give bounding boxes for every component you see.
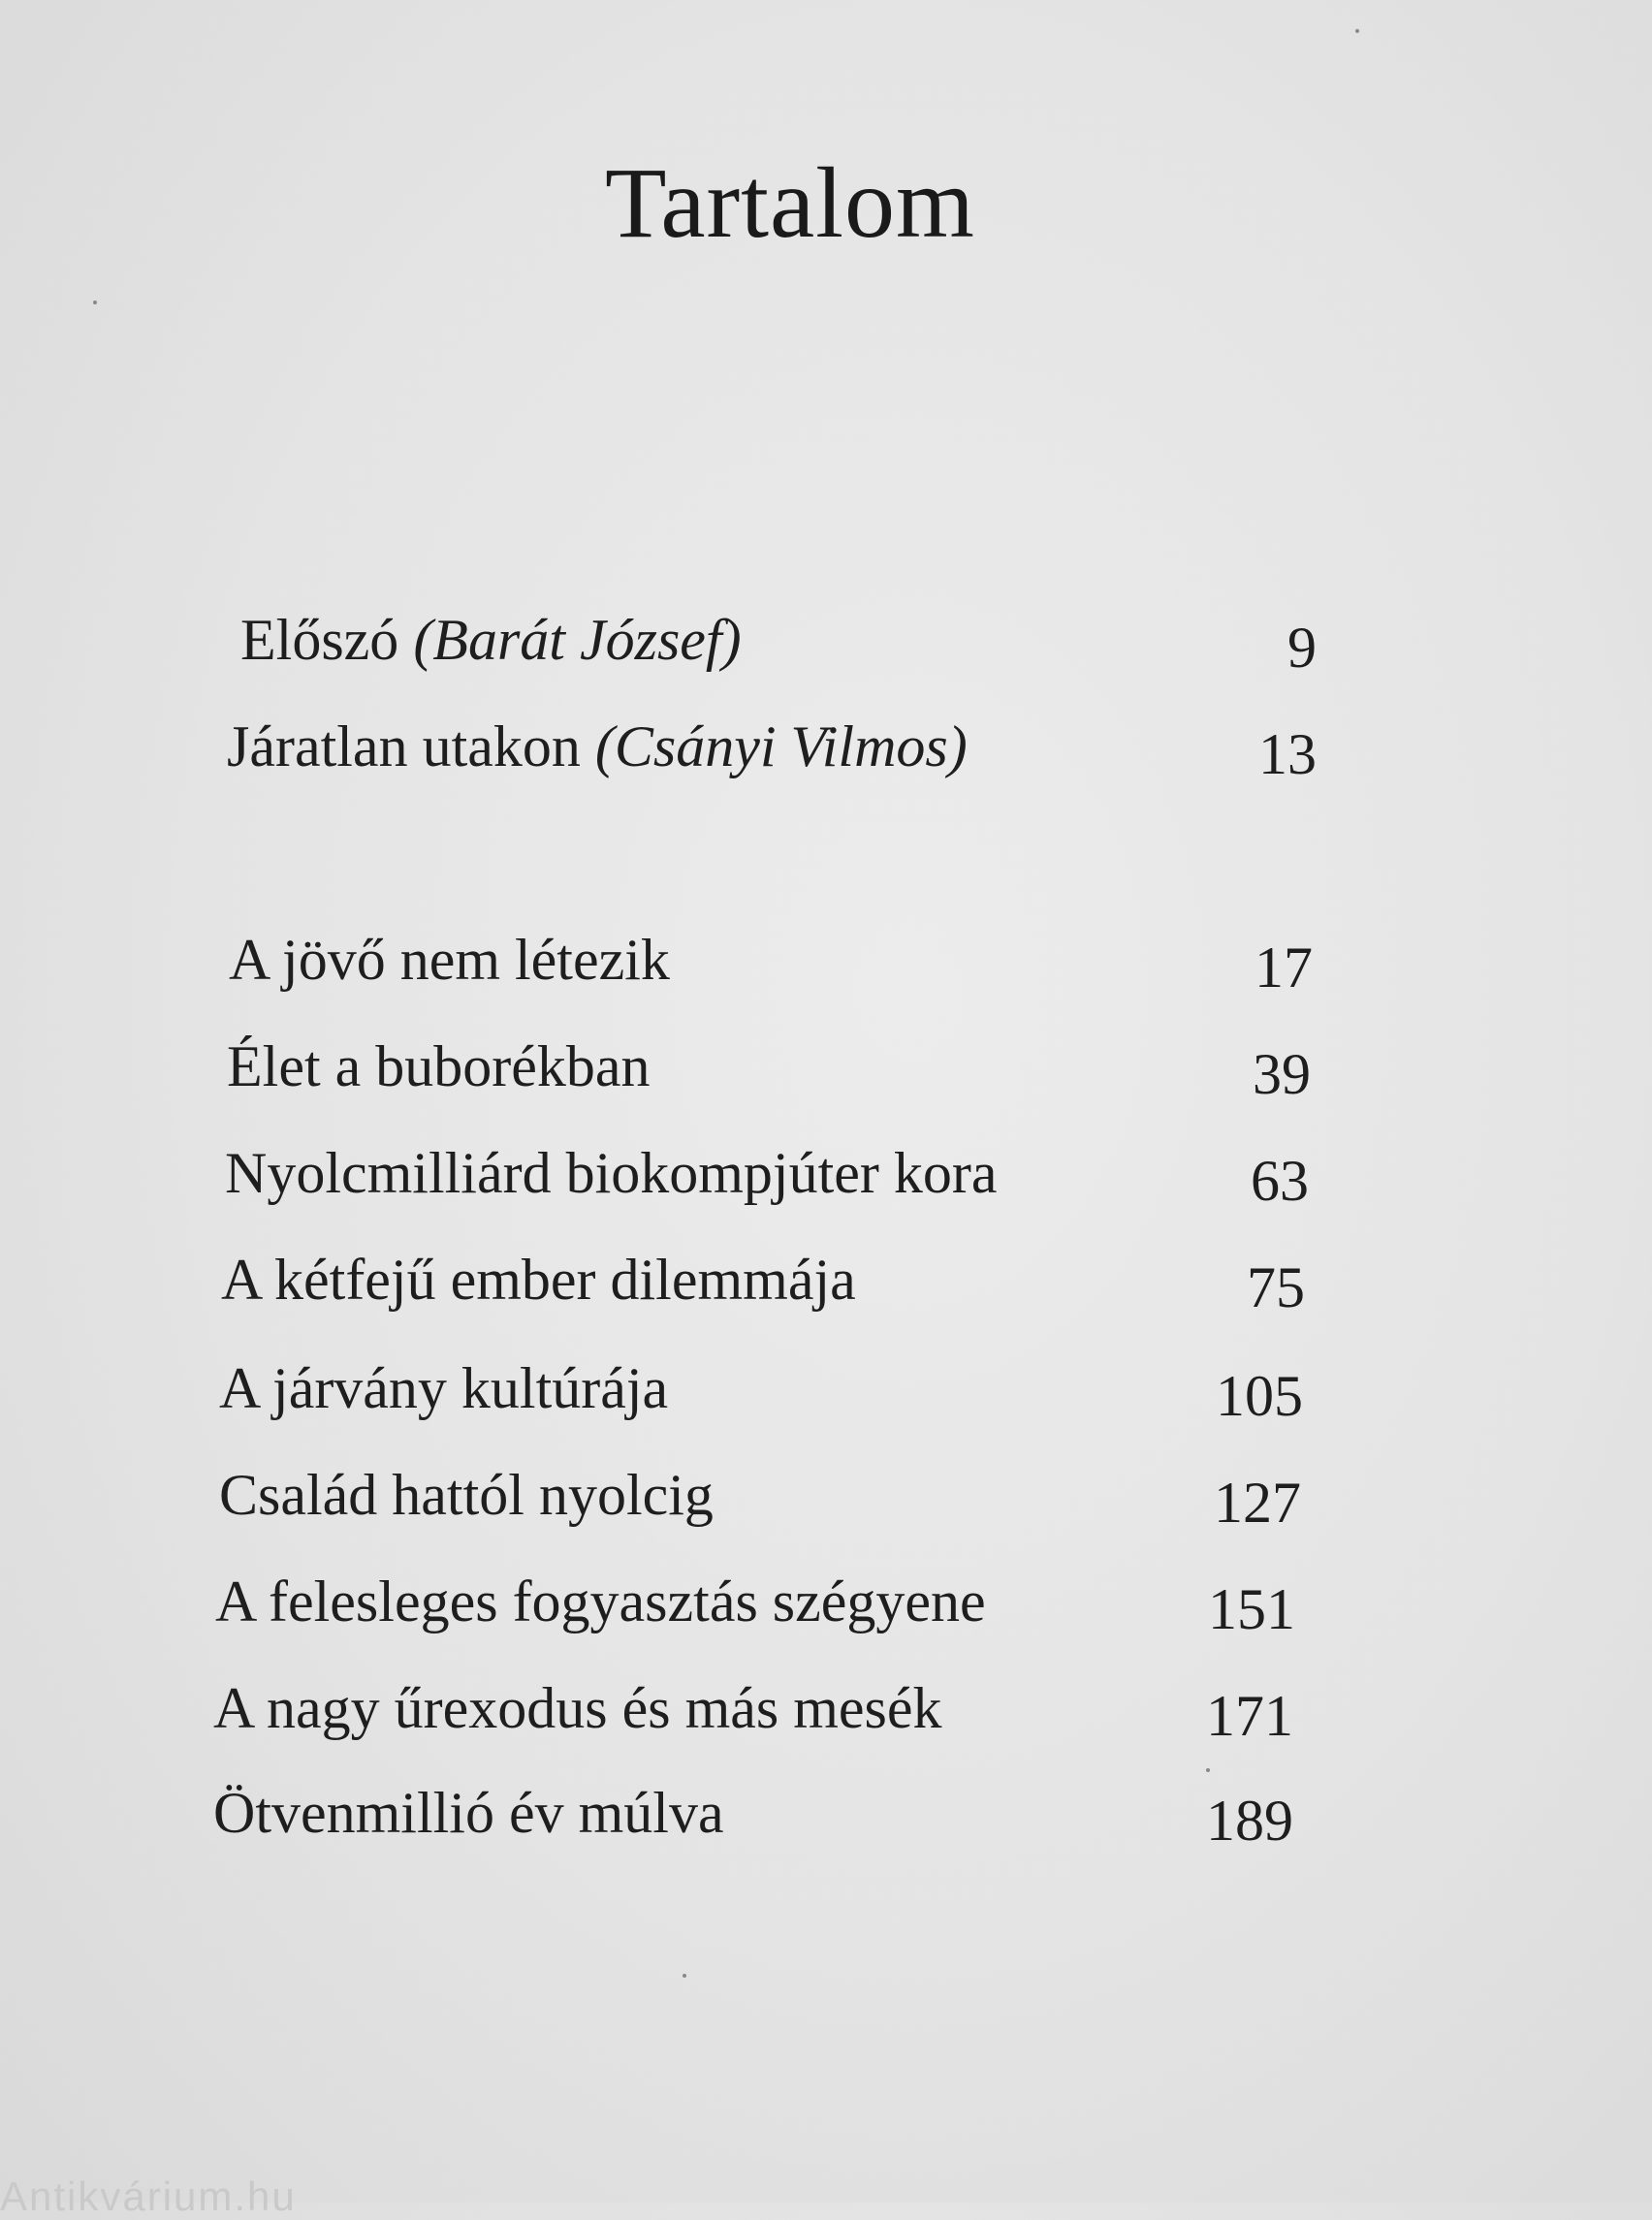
toc-entry-title: A jövő nem létezik xyxy=(229,928,670,992)
toc-entry-title: Előszó xyxy=(240,608,399,672)
toc-entry-title: Élet a buborékban xyxy=(227,1034,651,1098)
toc-entry-page: 75 xyxy=(1247,1255,1305,1319)
toc-entry xyxy=(240,601,1317,679)
toc-entry-page: 151 xyxy=(1208,1577,1295,1641)
toc-entry-title: A felesleges fogyasztás szégyene xyxy=(215,1570,986,1633)
toc-entry-title: A kétfejű ember dilemmája xyxy=(221,1248,856,1312)
toc-entry-title: A járvány kultúrája xyxy=(219,1356,669,1420)
toc-entry-author: (Csányi Vilmos) xyxy=(594,714,968,778)
toc-entry-page: 189 xyxy=(1206,1789,1293,1853)
toc-entry xyxy=(227,708,1317,785)
toc-entry xyxy=(221,1241,1305,1318)
paper-speck xyxy=(1355,29,1359,33)
toc-entry-title: Járatlan utakon xyxy=(227,714,581,778)
toc-entry-page: 171 xyxy=(1206,1684,1293,1748)
toc-entry-page: 39 xyxy=(1253,1042,1311,1106)
toc-entry-title: Nyolcmilliárd biokompjúter kora xyxy=(225,1141,998,1205)
toc-entry xyxy=(229,921,1313,999)
toc-entry xyxy=(213,1774,1293,1852)
toc-entry-page: 105 xyxy=(1216,1364,1303,1428)
toc-entry xyxy=(225,1134,1309,1212)
toc-entry xyxy=(219,1349,1303,1427)
toc-entry-page: 63 xyxy=(1251,1149,1309,1213)
toc-entry xyxy=(227,1028,1311,1105)
paper-speck xyxy=(1206,1768,1210,1772)
watermark: Antikvárium.hu xyxy=(0,2173,297,2219)
paper-speck xyxy=(683,1974,686,1978)
toc-entry-page: 13 xyxy=(1258,722,1317,786)
toc-entry-page: 9 xyxy=(1287,616,1317,680)
toc-entry xyxy=(219,1456,1301,1534)
page-title: Tartalom xyxy=(605,147,975,259)
toc-entry-title: Ötvenmillió év múlva xyxy=(213,1781,724,1845)
toc-entry-title: A nagy űrexodus és más mesék xyxy=(213,1676,942,1740)
toc-entry-title: Család hattól nyolcig xyxy=(219,1463,714,1527)
toc-entry-author: (Barát József) xyxy=(413,608,742,672)
toc-entry-page: 17 xyxy=(1255,936,1313,999)
paper-speck xyxy=(93,301,97,304)
toc-entry xyxy=(215,1563,1295,1640)
toc-entry-page: 127 xyxy=(1214,1471,1301,1535)
toc-entry xyxy=(213,1669,1293,1747)
